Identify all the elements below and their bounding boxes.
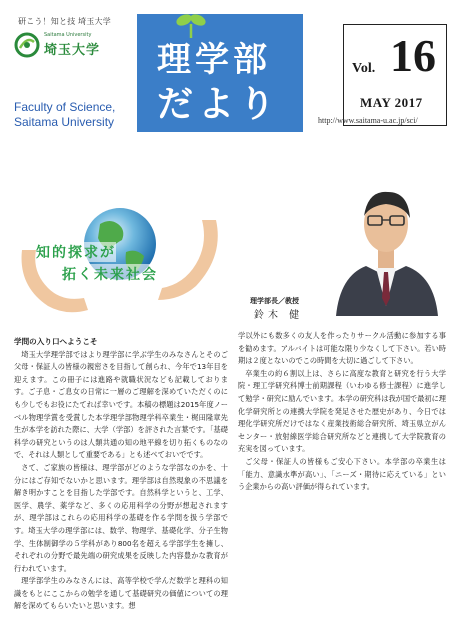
volume-box <box>343 24 447 126</box>
globe-hands-illustration <box>14 190 224 325</box>
website-link[interactable]: http://www.saitama-u.ac.jp/sci/ <box>318 116 418 125</box>
university-logo[interactable] <box>14 30 124 60</box>
faculty-name <box>14 100 115 130</box>
illustration-text-1: 知的探求が <box>36 242 116 262</box>
title-banner <box>137 14 303 132</box>
logo-english: Saitama University <box>44 32 92 38</box>
dean-portrait-icon <box>330 176 442 316</box>
tagline: 研こう！知と技 埼玉大学 <box>18 17 111 26</box>
article-paragraph: 理学部学生のみなさんには、高等学校で学んだ数学と理科の知識をもとにここからの勉学を通して基礎研究の価値についての理解を深めてもらいたいと思います。想 <box>14 576 228 611</box>
faculty-line-2: Saitama University <box>14 115 115 129</box>
article-right-column <box>238 330 446 494</box>
article-paragraph: 卒業生の約６割以上は、さらに高度な教育と研究を行う大学院・理工学研究科博士前期課程（いわゆる修士課程）に進学して勉学・研究に励んでいます。本学の研究科は我が国で最初に理化学研究所との連携大学院を発足させた歴史があり、今日では理化学研究所だけではなく産業技術総合研究所、埼玉県立がんセンター・放射線医学総合研究所などと連携して大学院教育の充実を図っています。 <box>238 368 446 454</box>
article-paragraph: さて、ご家族の皆様は、理学部がどのような学部なのかを、十分にはご存知でないかと思います。理学部は自然現象の不思議を解き明かすことを目指した学部です。自然科学というと、工学、医学、農学、薬学など、多くの応用科学の分野が想起されますが、理学部はこれらの応用科学の基礎を作る学問を扱う学部です。埼玉大学の理学部には、数学、物理学、基礎化学、分子生物学、生体制御学の５学科があり800名を超える学部学生を擁し、それぞれの分野で最先端の研究成果を反映した内容豊かな教育が行われています。 <box>14 462 228 573</box>
article-paragraph: 埼玉大学理学部ではより理学部に学ぶ学生のみなさんとそのご父母・保証人の皆様の親密さを目指して創られ、今年で13年目を迎えます。この冊子には進路や就職状況なども記載しております。ご子息・ご息女の日常に一層のご理解を深めていただくのにも少しでもお役にたてれば幸いです。本稿の標題は2015年度ノーベル物理学賞を受賞した本学理学部物理学科卒業生・梶田隆章先生が本学を訪れた際に、大学（学部）を評された言葉です。「基礎科学の研究というのは人類共通の知の地平線を切り拓くものなので、それは人類として重要である」とも述べておいでです。 <box>14 349 228 460</box>
volume-number: 16 <box>390 30 436 81</box>
article-paragraph: 学以外にも数多くの友人を作ったりサークル活動に参加する事を勧めます。アルバイトは可能な限り少なくして下さい。若い時期は２度とないのでこの時間を大切に過ごして下さい。 <box>238 331 446 366</box>
dean-role: 理学部長／教授 <box>250 297 299 305</box>
article-paragraph: ご父母・保証人の皆様もご安心下さい。本学部の卒業生は「能力、意識水準が高い」、「ニーズ・期待に応えている」という企業からの高い評価が得られています。 <box>238 456 446 492</box>
volume-label: Vol. <box>352 61 376 76</box>
article-heading: 学問の入り口へようこそ <box>14 337 98 346</box>
dean-name: 鈴木 健 <box>254 310 304 321</box>
title-line-1: 理学部 <box>157 40 271 80</box>
issue-date: MAY 2017 <box>360 95 423 110</box>
logo-mark-icon <box>14 32 40 58</box>
title-line-2: だより <box>157 84 281 125</box>
dean-photo <box>330 176 442 316</box>
logo-japanese: 埼玉大学 <box>44 43 101 58</box>
illustration-text-2: 拓く未来社会 <box>62 264 158 284</box>
article-left-column <box>14 336 228 613</box>
faculty-line-1: Faculty of Science, <box>14 100 116 114</box>
